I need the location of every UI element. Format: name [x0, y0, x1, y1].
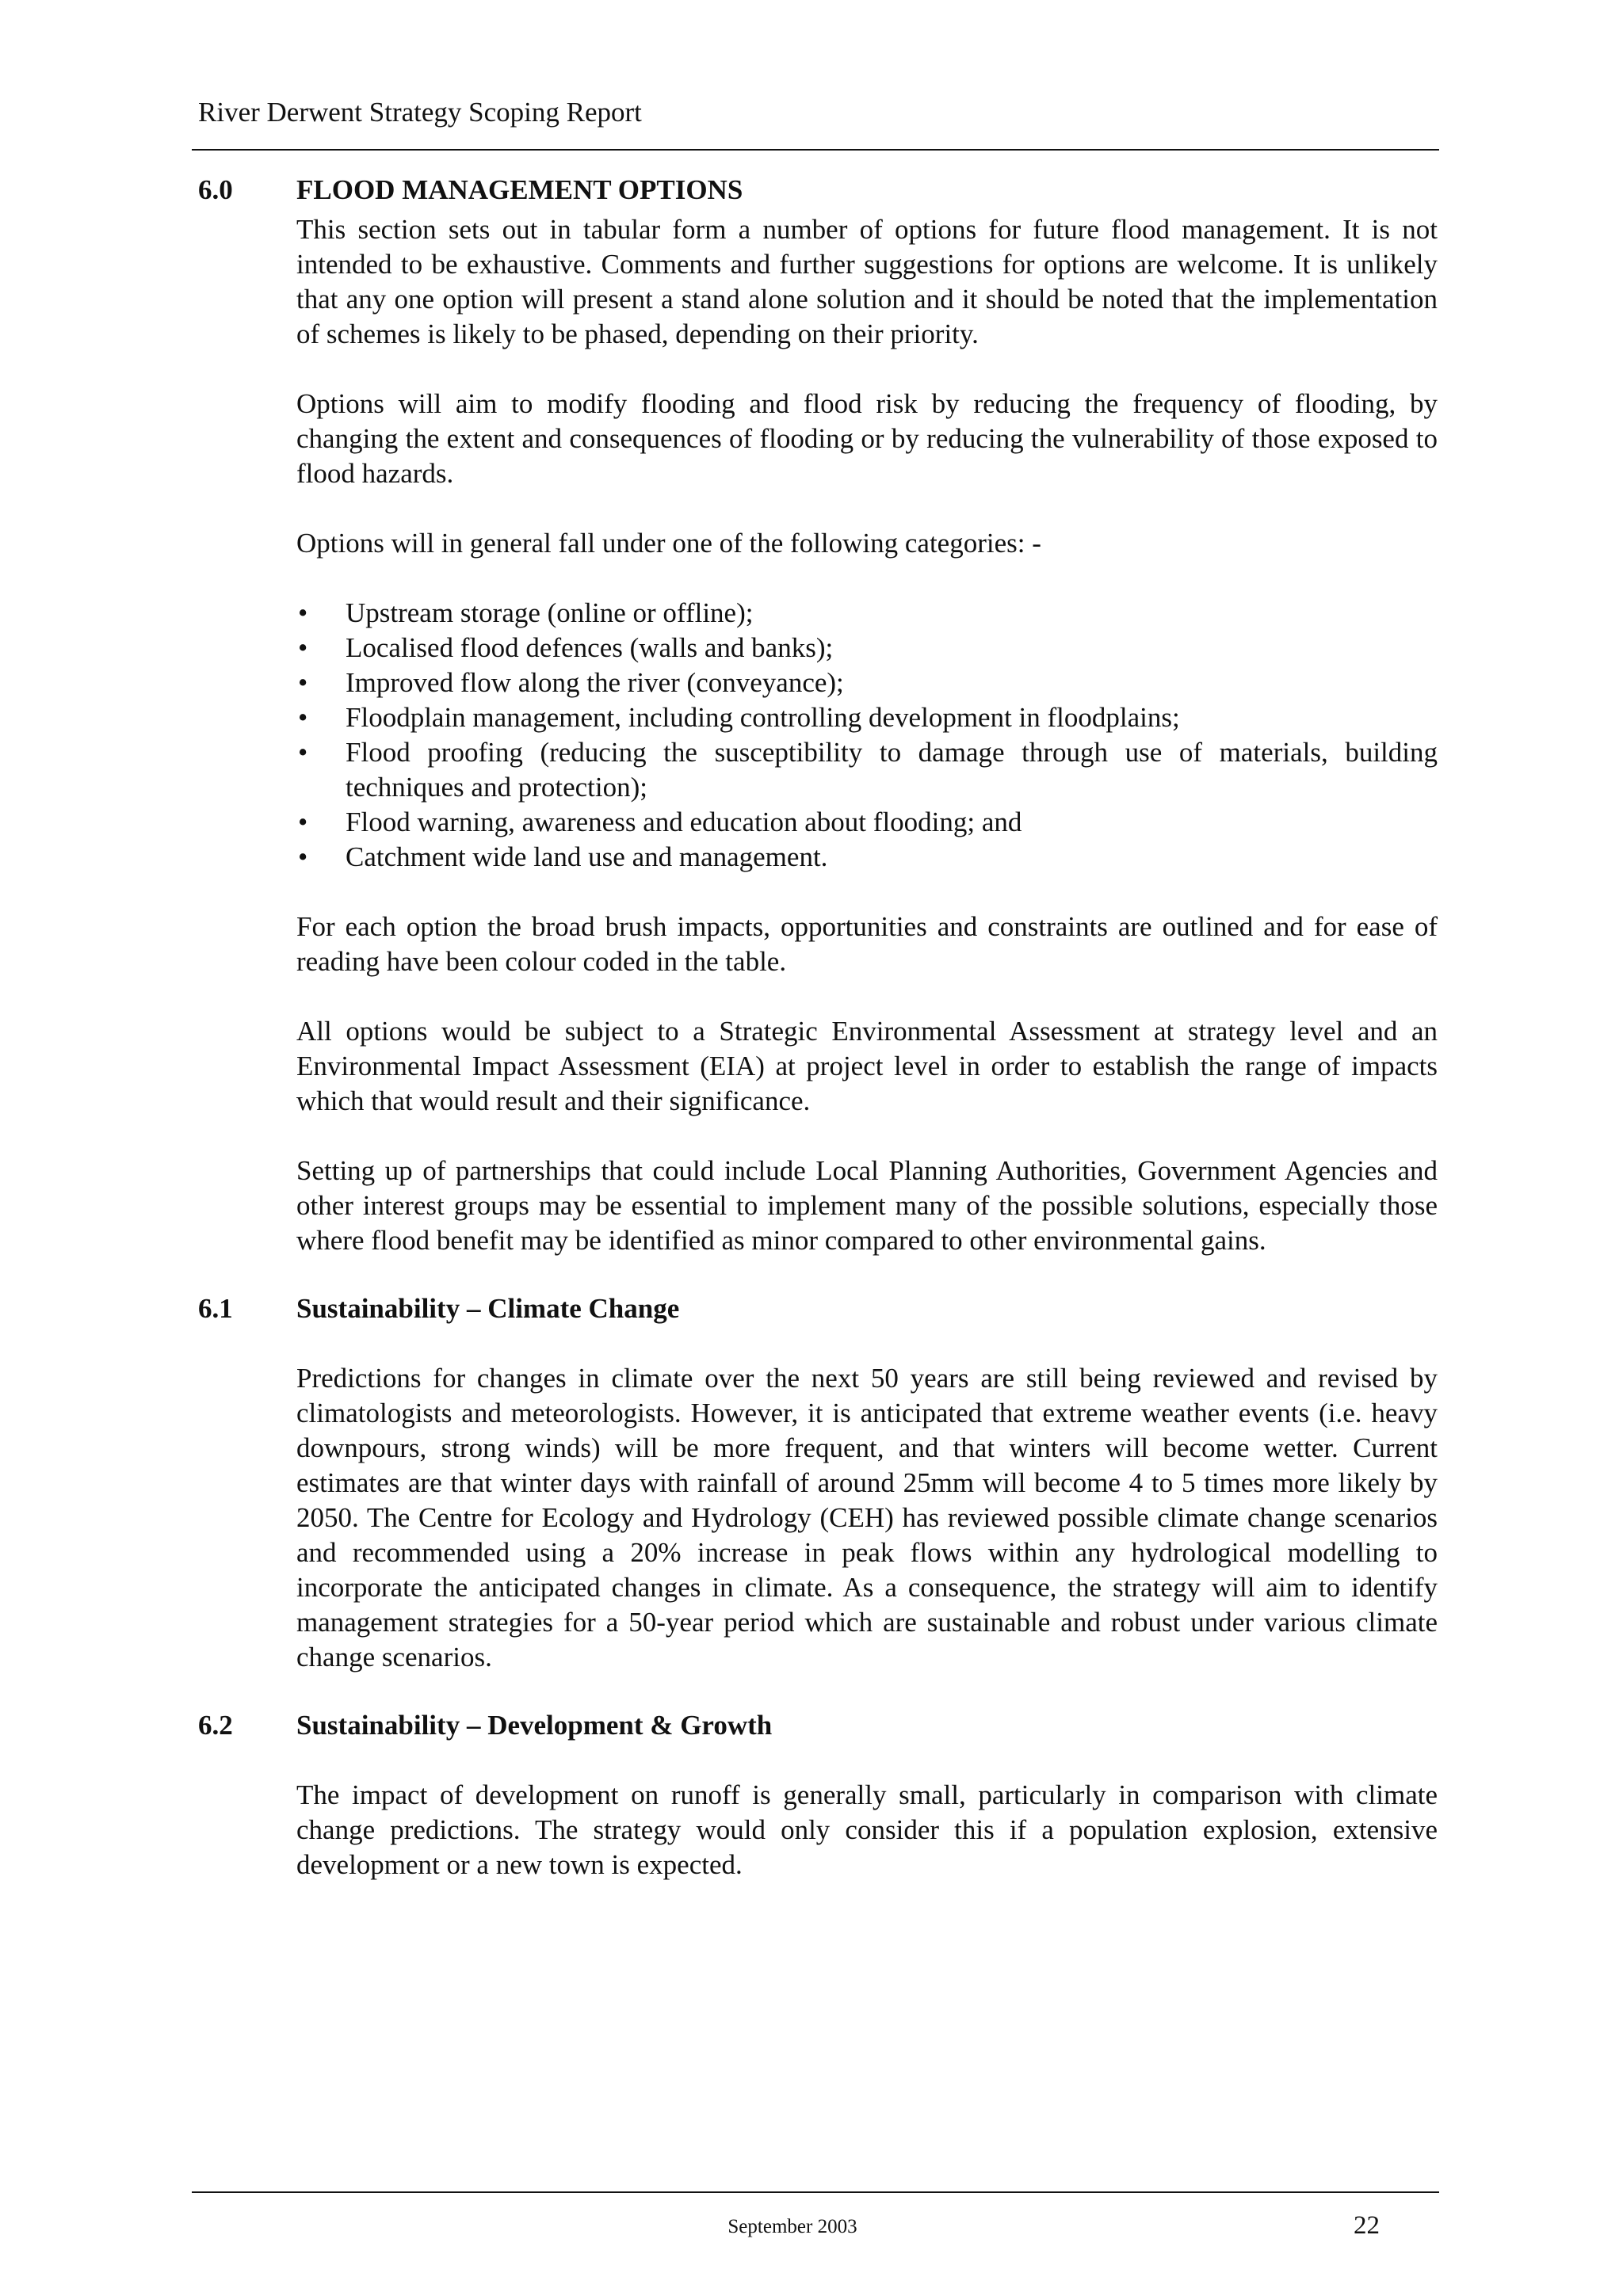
footer-date: September 2003	[727, 2216, 857, 2237]
subsection-title: Sustainability – Development & Growth	[296, 1710, 773, 1741]
running-header: River Derwent Strategy Scoping Report	[198, 97, 642, 128]
list-item-text: Upstream storage (online or offline);	[346, 597, 754, 628]
bullet-icon: •	[298, 737, 308, 768]
list-item-text: Flood proofing (reducing the susceptibility to damage through use of materials, building techniques and protection);	[346, 737, 1438, 803]
bullet-icon: •	[298, 702, 308, 733]
subsection-number: 6.2	[198, 1710, 233, 1741]
list-item	[296, 840, 1438, 875]
footer-divider	[192, 2191, 1439, 2193]
bullet-icon: •	[298, 841, 308, 872]
subsection-development-growth	[198, 1708, 1439, 1882]
partnerships-paragraph: Setting up of partnerships that could include Local Planning Authorities, Government Agencies and other interest groups may be essential to implement many of the possible solutions, especially those where flood benefit may be identified as minor compared to other environmental gains.	[296, 1155, 1438, 1256]
subsection-body	[296, 1778, 1438, 1882]
list-item-text: Flood warning, awareness and education about flooding; and	[346, 807, 1022, 837]
section-heading	[198, 173, 1439, 208]
list-item	[296, 700, 1438, 735]
list-item	[296, 666, 1438, 700]
bullet-icon: •	[298, 807, 308, 837]
list-item-text: Floodplain management, including controlling development in floodplains;	[346, 702, 1180, 733]
subsection-heading	[198, 1291, 1439, 1326]
list-item-text: Catchment wide land use and management.	[346, 841, 828, 872]
list-item	[296, 596, 1438, 631]
section-body	[296, 212, 1438, 1258]
list-item	[296, 805, 1438, 840]
assessment-paragraph: All options would be subject to a Strategic Environmental Assessment at strategy level and an Environmental Impact Assessment (EIA) at project level in order to establish the range of impacts which that would result and their significance.	[296, 1016, 1438, 1116]
subsection-climate-change	[198, 1291, 1439, 1675]
section-title: FLOOD MANAGEMENT OPTIONS	[296, 174, 743, 205]
list-item	[296, 631, 1438, 666]
page-number: 22	[1354, 2211, 1380, 2240]
colour-coding-paragraph: For each option the broad brush impacts, opportunities and constraints are outlined and for ease of reading have been colour coded in the table.	[296, 911, 1438, 977]
development-paragraph: The impact of development on runoff is generally small, particularly in comparison with climate change predictions. The strategy would only consider this if a population explosion, extensive development or a new town is expected.	[296, 1779, 1438, 1880]
subsection-number: 6.1	[198, 1293, 233, 1324]
climate-change-paragraph: Predictions for changes in climate over the next 50 years are still being reviewed and revised by climatologists and meteorologists. However, it is anticipated that extreme weather events (i.e. heavy downpours, strong winds) will be more frequent, and that winters will become wetter. Current estimates are that winter days with rainfall of around 25mm will become 4 to 5 times more likely by 2050. The Centre for Ecology and Hydrology (CEH) has reviewed possible climate change scenarios and recommended using a 20% increase in peak flows within any hydrological modelling to incorporate the anticipated changes in climate. As a consequence, the strategy will aim to identify management strategies for a 50-year period which are sustainable and robust under various climate change scenarios.	[296, 1363, 1438, 1672]
section-number: 6.0	[198, 174, 233, 205]
subsection-body	[296, 1361, 1438, 1675]
bullet-icon: •	[298, 597, 308, 628]
page-content	[198, 173, 1439, 1917]
bullet-icon: •	[298, 667, 308, 698]
list-item-text: Improved flow along the river (conveyance);	[346, 667, 844, 698]
subsection-heading	[198, 1708, 1439, 1743]
options-aim-paragraph: Options will aim to modify flooding and flood risk by reducing the frequency of flooding, by changing the extent and consequences of flooding or by reducing the vulnerability of those exposed to flood hazards.	[296, 388, 1438, 489]
list-item	[296, 735, 1438, 805]
bullet-icon: •	[298, 632, 308, 663]
list-item-text: Localised flood defences (walls and banks);	[346, 632, 834, 663]
intro-paragraph: This section sets out in tabular form a number of options for future flood management. It is not intended to be exhaustive. Comments and further suggestions for options are welcome. It is unlikely that any one option will present a stand alone solution and it should be noted that the implementation of schemes is likely to be phased, depending on their priority.	[296, 214, 1438, 349]
header-divider	[192, 149, 1439, 151]
category-list	[296, 596, 1438, 875]
subsection-title: Sustainability – Climate Change	[296, 1293, 680, 1324]
categories-intro-paragraph: Options will in general fall under one of the following categories: -	[296, 528, 1041, 559]
